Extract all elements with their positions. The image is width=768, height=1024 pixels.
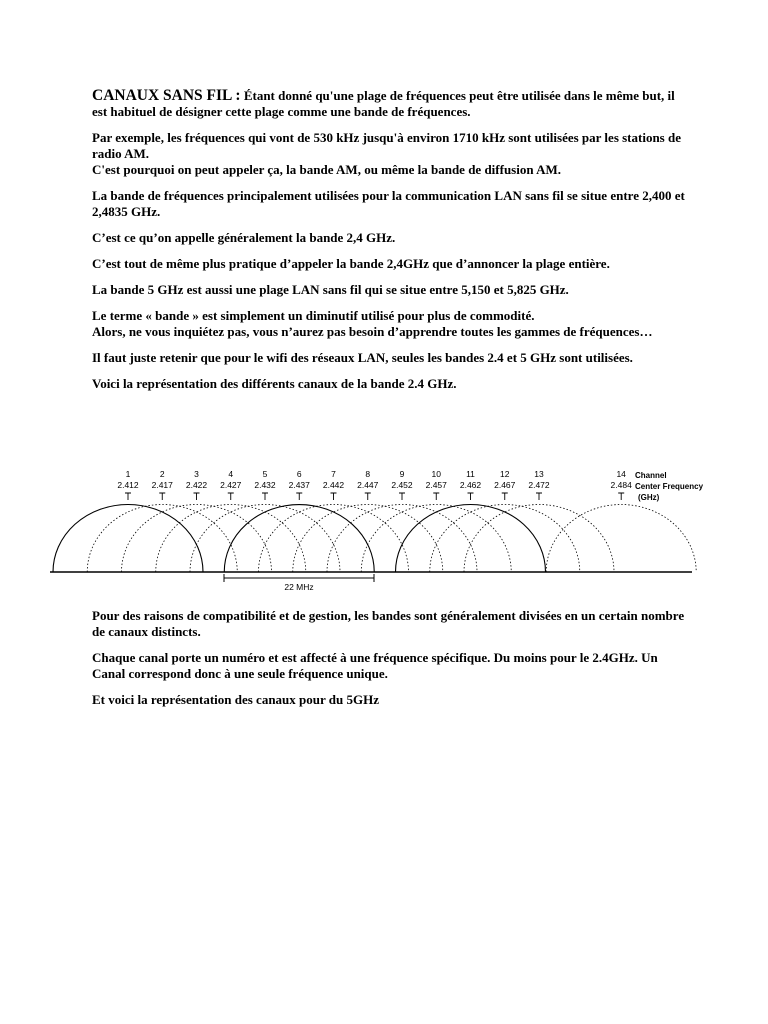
- channel-number-4: 4: [228, 469, 234, 479]
- channel-frequency-5: 2.432: [254, 480, 276, 490]
- channel-number-3: 3: [194, 469, 199, 479]
- channel-number-11: 11: [466, 469, 475, 479]
- channel-arcs: [53, 505, 696, 573]
- section-title: CANAUX SANS FIL :: [92, 87, 241, 104]
- bottom-text-section: [92, 608, 692, 718]
- channel-frequency-14: 2.484: [610, 480, 632, 490]
- channel-frequency-4: 2.427: [220, 480, 242, 490]
- channel-arc-10: [361, 505, 511, 573]
- channel-number-2: 2: [159, 469, 165, 479]
- legend-center-frequency: Center Frequency: [635, 482, 704, 491]
- channel-marker-4: [228, 493, 234, 500]
- channel-frequency-1: 2.412: [117, 480, 139, 490]
- bandwidth-marker: [224, 574, 374, 592]
- channel-frequency-9: 2.452: [391, 480, 413, 490]
- channel-frequency-7: 2.442: [322, 480, 345, 490]
- channel-arc-4: [156, 505, 306, 573]
- paragraph: La bande de fréquences principalement utilisées pour la communication LAN sans fil se situe entre 2,400 et 2,4835 GHz.: [92, 188, 685, 219]
- paragraph: Le terme « bande » est simplement un diminutif utilisé pour plus de commodité. Alors, ne vous inquiétez pas, vous n’aurez pas besoin d’apprendre toutes les gammes de fréquences…: [92, 308, 653, 339]
- channel-arc-6: [224, 505, 374, 572]
- channel-frequency-6: 2.437: [288, 480, 310, 490]
- channel-frequency-2: 2.417: [151, 480, 173, 490]
- channel-frequency-12: 2.467: [494, 480, 516, 490]
- diagram-legend: [635, 471, 704, 502]
- channel-diagram: [50, 462, 750, 602]
- channel-number-1: 1: [125, 469, 131, 479]
- channel-marker-8: [365, 493, 371, 500]
- channel-marker-6: [296, 493, 302, 500]
- channel-arc-11: [396, 505, 546, 573]
- bandwidth-label: 22 MHz: [284, 582, 314, 592]
- paragraph: Voici la représentation des différents canaux de la bande 2.4 GHz.: [92, 376, 457, 391]
- channel-number-12: 12: [500, 469, 510, 479]
- channel-marker-10: [433, 493, 439, 500]
- channel-marker-3: [194, 493, 200, 500]
- channel-arc-3: [122, 505, 272, 573]
- channel-arc-1: [53, 505, 203, 573]
- channel-marker-5: [262, 493, 268, 500]
- channel-arc-8: [293, 505, 443, 573]
- channel-arc-12: [430, 505, 580, 573]
- channel-arc-9: [327, 505, 477, 573]
- channel-marker-7: [331, 493, 337, 500]
- top-text-section: [92, 88, 692, 402]
- channel-frequency-8: 2.447: [357, 480, 379, 490]
- channel-arc-5: [190, 505, 340, 573]
- channel-number-7: 7: [331, 469, 336, 479]
- paragraph: La bande 5 GHz est aussi une plage LAN sans fil qui se situe entre 5,150 et 5,825 GHz.: [92, 282, 569, 297]
- channel-number-6: 6: [296, 469, 302, 479]
- channel-marker-1: [125, 493, 131, 500]
- channel-number-5: 5: [262, 469, 268, 479]
- channel-marker-2: [159, 493, 165, 500]
- channel-number-10: 10: [431, 469, 441, 479]
- intro-paragraph: [92, 88, 692, 120]
- channel-marker-9: [399, 493, 405, 500]
- channel-labels: [117, 469, 632, 500]
- paragraph: Et voici la représentation des canaux pour du 5GHz: [92, 692, 379, 707]
- channel-marker-12: [502, 493, 508, 500]
- channel-number-13: 13: [534, 469, 544, 479]
- channel-frequency-11: 2.462: [459, 480, 482, 490]
- channel-frequency-10: 2.457: [425, 480, 447, 490]
- paragraph: C’est ce qu’on appelle généralement la bande 2,4 GHz.: [92, 230, 396, 245]
- channel-number-14: 14: [616, 469, 626, 479]
- channel-diagram-svg: [50, 462, 750, 602]
- channel-arc-2: [87, 505, 237, 573]
- channel-marker-11: [468, 493, 474, 500]
- channel-number-8: 8: [365, 469, 371, 479]
- legend-channel: Channel: [635, 471, 667, 480]
- paragraph: Pour des raisons de compatibilité et de gestion, les bandes sont généralement divisées en un certain nombre de canaux distincts.: [92, 608, 685, 639]
- channel-arc-7: [259, 505, 409, 573]
- intro-text: Étant donné qu'une plage de fréquences peut être utilisée dans le même but, il est habituel de désigner cette plage comme une bande de fréquences.: [92, 88, 675, 119]
- channel-frequency-13: 2.472: [528, 480, 550, 490]
- channel-marker-14: [618, 493, 624, 500]
- channel-arc-13: [464, 505, 614, 573]
- channel-frequency-3: 2.422: [185, 480, 208, 490]
- legend-unit: (GHz): [638, 493, 660, 502]
- paragraph: Chaque canal porte un numéro et est affecté à une fréquence spécifique. Du moins pour le 2.4GHz. Un Canal correspond donc à une seule fréquence unique.: [92, 650, 658, 681]
- paragraph: C’est tout de même plus pratique d’appeler la bande 2,4GHz que d’annoncer la plage entière.: [92, 256, 610, 271]
- paragraph: Il faut juste retenir que pour le wifi des réseaux LAN, seules les bandes 2.4 et 5 GHz sont utilisées.: [92, 350, 633, 365]
- paragraph: Par exemple, les fréquences qui vont de 530 kHz jusqu'à environ 1710 kHz sont utilisées par les stations de radio AM. C'est pourquoi on peut appeler ça, la bande AM, ou même la bande de diffusion AM.: [92, 130, 681, 177]
- channel-number-9: 9: [399, 469, 405, 479]
- channel-arc-14: [546, 505, 696, 573]
- channel-marker-13: [536, 493, 542, 500]
